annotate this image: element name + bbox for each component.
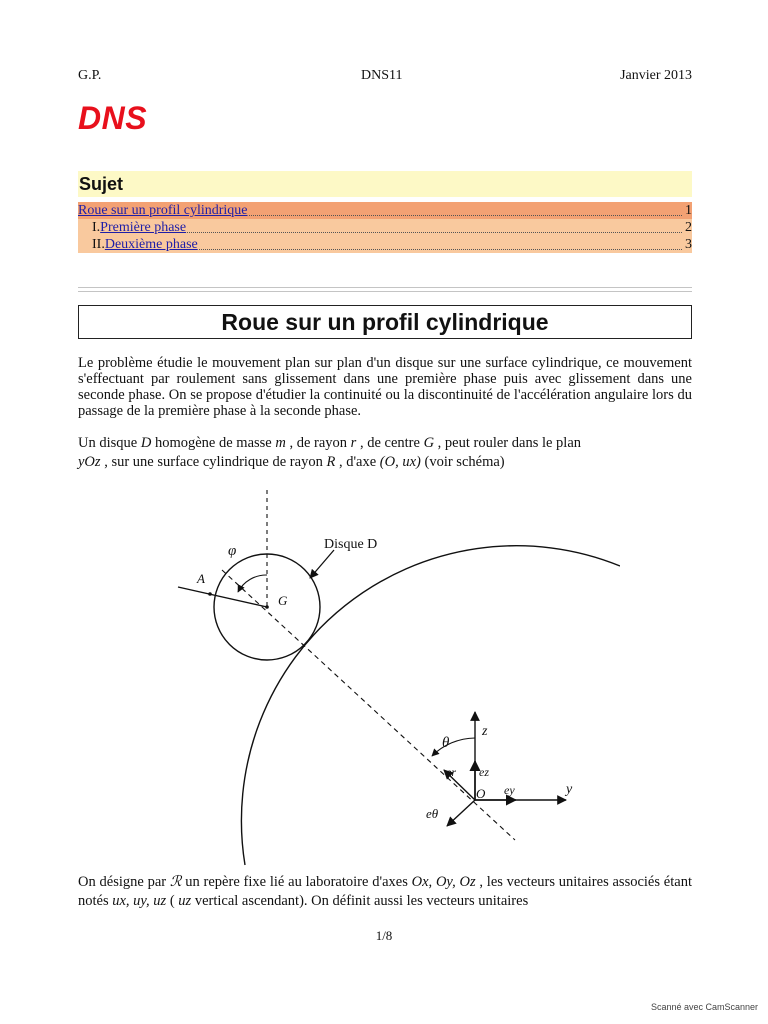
label-ez: ez <box>479 765 489 779</box>
label-ey: ey <box>504 783 515 797</box>
radius-ga <box>178 587 267 607</box>
math-symbol: D <box>140 435 152 451</box>
math-symbol: uz <box>178 893 192 909</box>
separator-line <box>78 287 692 288</box>
toc-entry[interactable] <box>78 236 692 253</box>
toc-page-number: 1 <box>685 203 692 218</box>
text-run: un repère fixe lié au laboratoire d'axes <box>181 874 412 890</box>
section-heading <box>78 171 692 197</box>
toc-page-number: 2 <box>685 220 692 235</box>
definitions-paragraph <box>78 873 692 911</box>
label-y: y <box>566 782 573 797</box>
toc-entry[interactable] <box>78 219 692 236</box>
text-run: ( <box>166 893 179 909</box>
label-o: O <box>476 786 486 801</box>
math-symbol: ℛ <box>169 874 182 890</box>
math-symbol: r <box>350 435 357 451</box>
theta-angle-arc <box>432 738 475 756</box>
header-doc-id: DNS11 <box>361 68 403 83</box>
toc-link[interactable]: Première phase <box>100 220 187 235</box>
math-symbol: Ox, Oy, Oz <box>411 874 476 890</box>
disque-pointer-arrow <box>310 550 334 578</box>
text-run: , d'axe <box>335 454 380 470</box>
header-author: G.P. <box>78 68 102 83</box>
label-er: er <box>446 765 456 779</box>
label-g: G <box>278 593 288 608</box>
math-symbol: (O, ux) <box>379 454 421 470</box>
text-run: (voir schéma) <box>420 454 505 470</box>
label-a: A <box>197 571 205 586</box>
page-header <box>78 68 692 86</box>
radial-dashed-line <box>222 570 515 840</box>
separator-line <box>78 291 692 292</box>
text-run: vertical ascendant). On définit aussi les vecteurs unitaires <box>191 893 529 909</box>
text-run: , les vecteurs unitaires associés étant notés <box>78 874 692 909</box>
point-a <box>208 592 212 596</box>
text-run: homogène de masse <box>151 435 276 451</box>
header-date: Janvier 2013 <box>620 68 692 83</box>
text-run: Un disque <box>78 435 141 451</box>
label-z: z <box>482 724 488 739</box>
document-title: DNS <box>78 100 148 136</box>
math-symbol: ux, uy, uz <box>112 893 167 909</box>
math-symbol: R <box>326 454 336 470</box>
table-of-contents <box>78 202 692 253</box>
toc-prefix: II. <box>92 237 105 252</box>
math-symbol: G <box>423 435 435 451</box>
page-number: 1/8 <box>375 928 393 943</box>
section-heading-text: Sujet <box>79 174 124 194</box>
etheta-vector <box>447 800 475 826</box>
toc-link[interactable]: Roue sur un profil cylindrique <box>78 203 248 218</box>
text-run: , sur une surface cylindrique de rayon <box>100 454 327 470</box>
text-run: , de centre <box>356 435 424 451</box>
text-run: , peut rouler dans le plan <box>434 435 582 451</box>
point-g <box>265 605 269 609</box>
intro-paragraph: Le problème étudie le mouvement plan sur plan d'un disque sur une surface cylindrique, ce mouvement s'effectuant par roulement sans glissement dans une première phase puis avec glissement dans une seconde phase. On se propose d'étudier la continuité ou la discontinuité de l'accélération angulaire lors du passage de la première phase à la seconde phase. <box>78 355 692 419</box>
toc-link[interactable]: Deuxième phase <box>104 237 198 252</box>
scanner-watermark: Scanné avec CamScanner <box>650 1002 758 1012</box>
boxed-section-title: Roue sur un profil cylindrique <box>78 305 692 339</box>
text-run: On désigne par <box>78 874 170 890</box>
toc-page-number: 3 <box>685 237 692 252</box>
toc-prefix: I. <box>92 220 101 235</box>
label-phi: φ <box>228 543 237 559</box>
label-theta: θ <box>442 735 450 751</box>
math-symbol: yOz <box>78 454 101 470</box>
math-symbol: m <box>275 435 286 451</box>
text-run: , de rayon <box>285 435 351 451</box>
toc-entry[interactable] <box>78 202 692 219</box>
disk-on-cylinder-diagram <box>150 480 620 870</box>
setup-paragraph <box>78 434 692 472</box>
label-disque-d: Disque D <box>324 537 378 552</box>
label-etheta: eθ <box>426 806 439 821</box>
